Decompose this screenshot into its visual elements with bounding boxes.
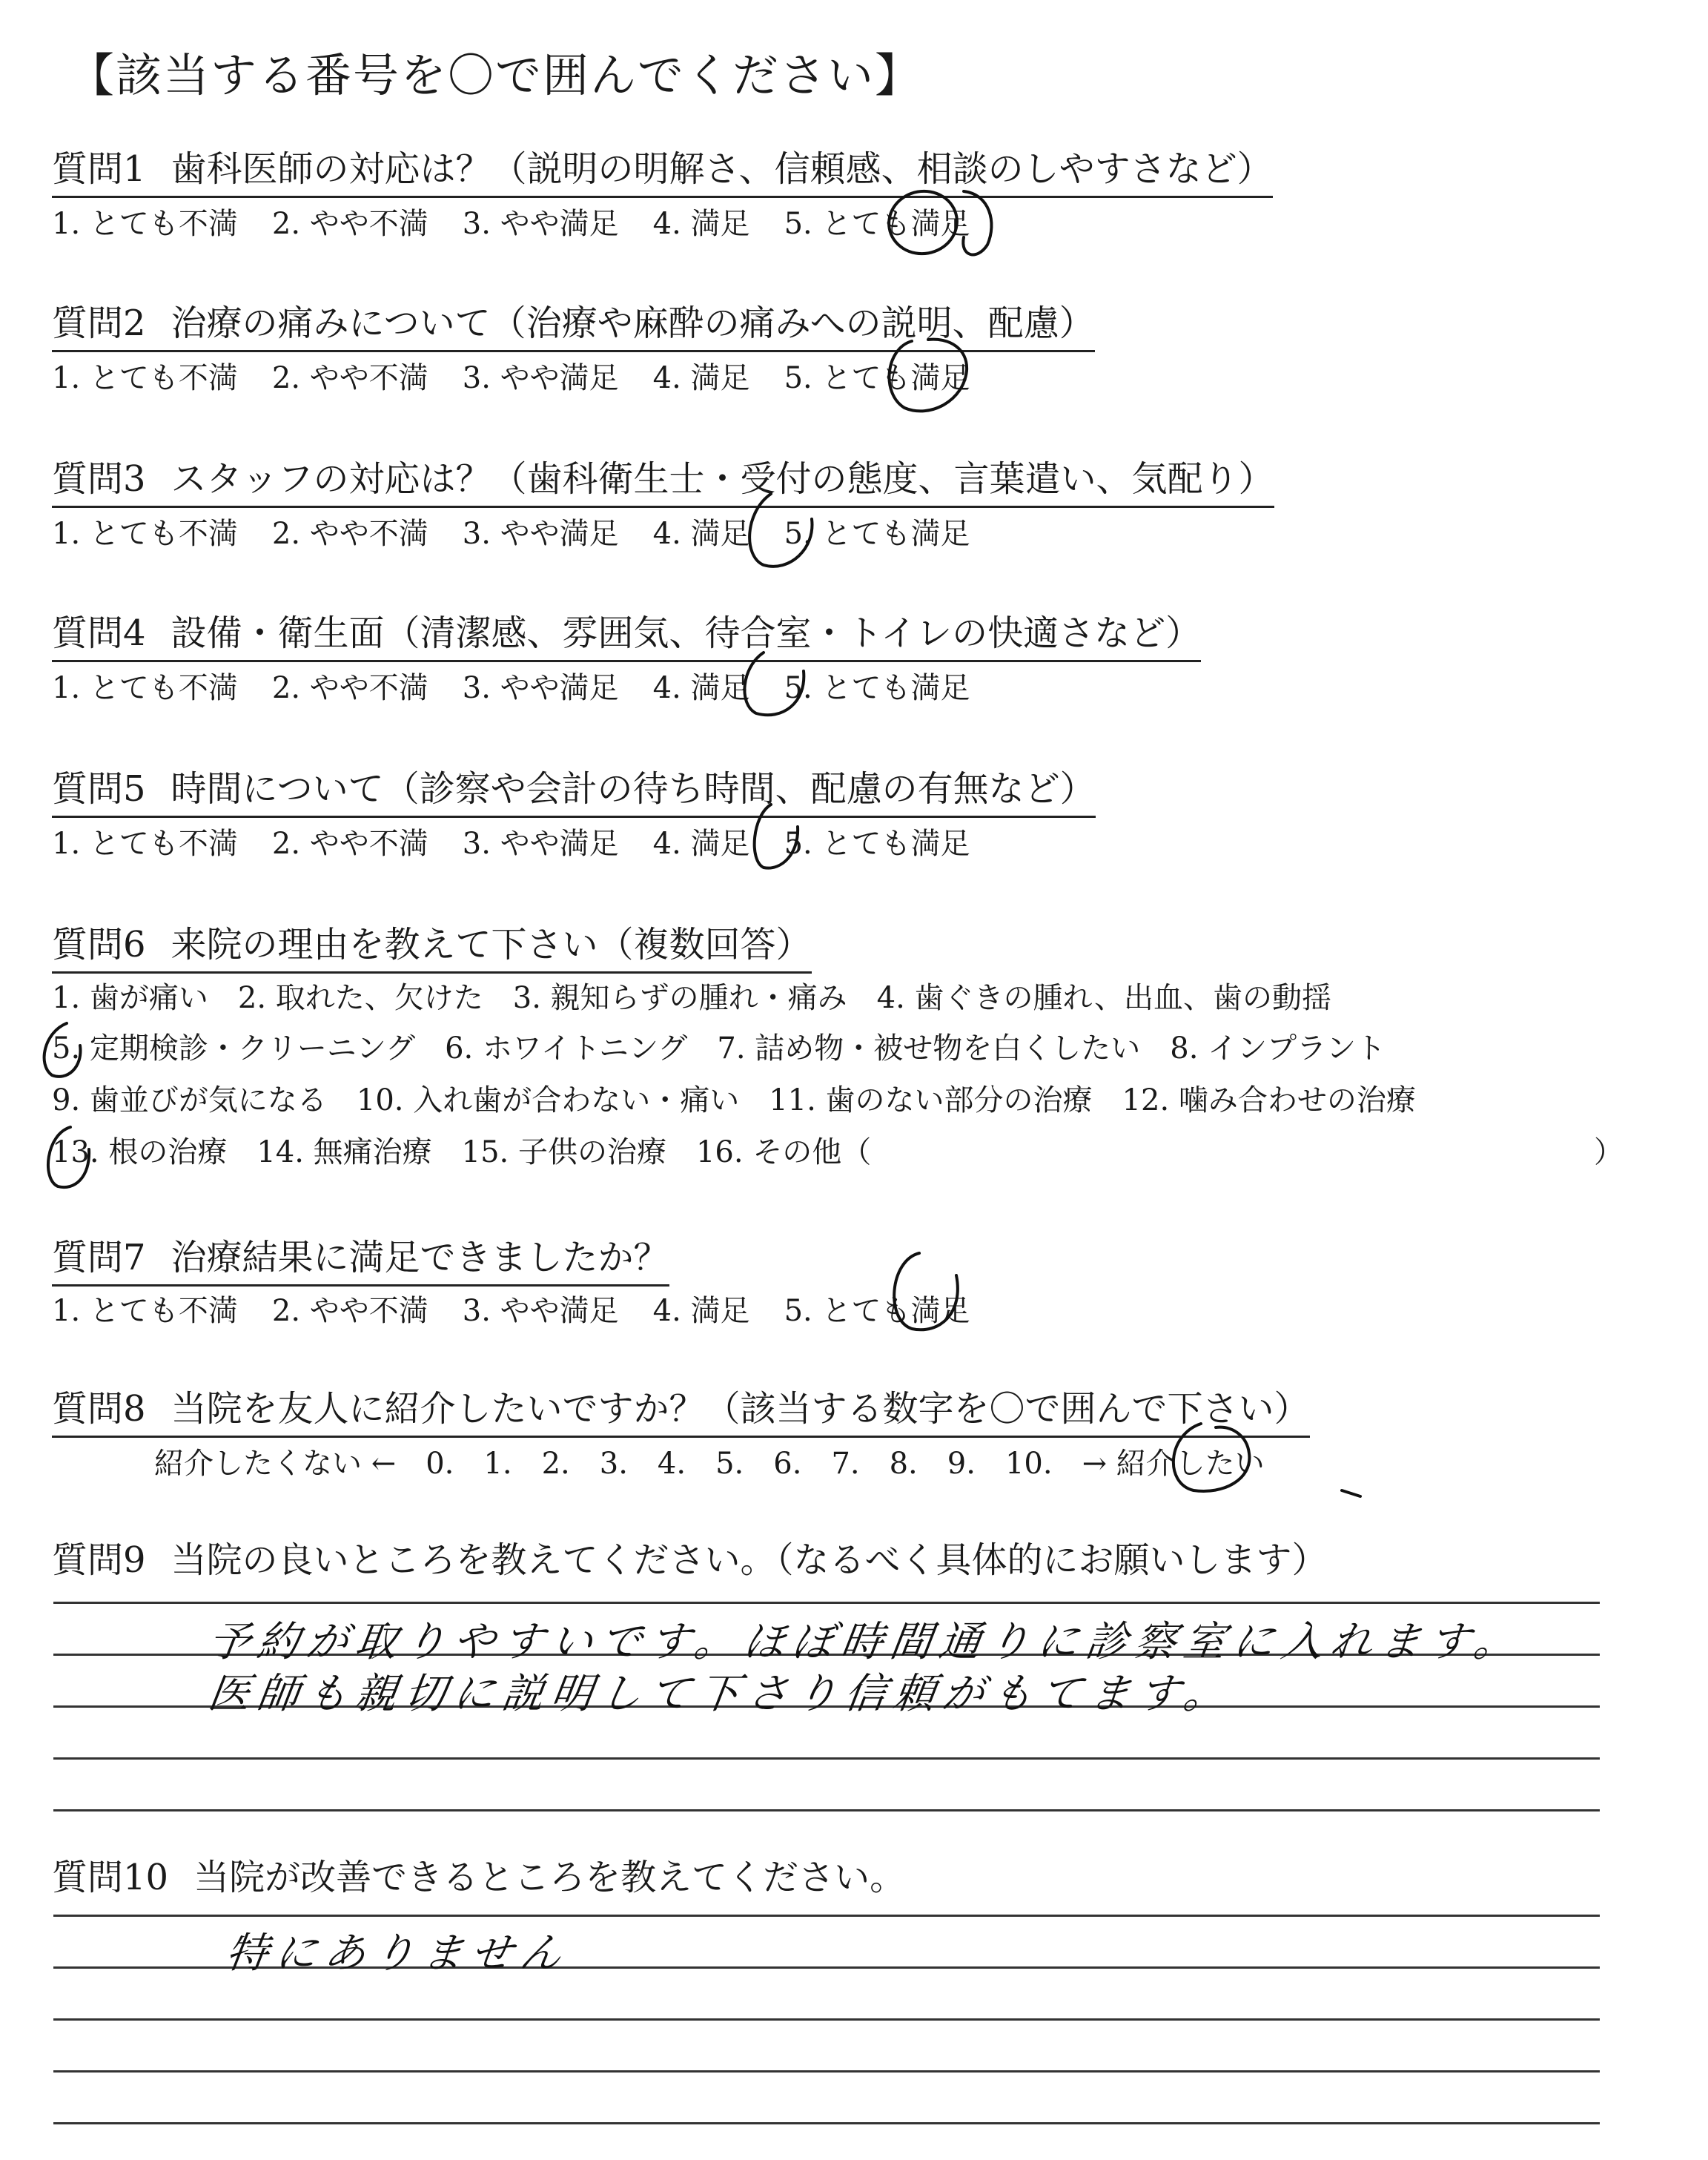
scale-10[interactable]: 10.	[1004, 1447, 1053, 1481]
option-1[interactable]: 1. とても不満	[52, 207, 238, 241]
question-6	[52, 921, 812, 974]
q7-options	[52, 1290, 1004, 1332]
question-9	[52, 1536, 1328, 1584]
q6-row-2	[52, 1028, 1415, 1069]
reason-option[interactable]: 4. 歯ぐきの腫れ、出血、歯の動揺	[876, 981, 1331, 1015]
reason-option[interactable]: 12. 噛み合わせの治療	[1122, 1083, 1416, 1117]
q10-answer-line-1[interactable]: 特にありません	[222, 1929, 572, 1978]
scale-9[interactable]: 9.	[947, 1447, 976, 1481]
option-2[interactable]: 2. やや不満	[271, 671, 428, 705]
reason-option[interactable]: 6. ホワイトニング	[445, 1031, 688, 1066]
q8-scale	[154, 1443, 1294, 1484]
q2-options	[52, 357, 1004, 399]
scale-0[interactable]: 0.	[426, 1447, 454, 1481]
question-number: 質問1	[52, 148, 146, 190]
option-5[interactable]: 5. とても満足	[784, 827, 970, 861]
answer-line	[53, 2018, 1600, 2021]
scale-1[interactable]: 1.	[483, 1447, 512, 1481]
question-text: 時間について（診察や会計の待ち時間、配慮の有無など）	[171, 768, 1096, 810]
question-10	[52, 1854, 905, 1901]
question-number: 質問2	[52, 303, 146, 344]
option-3[interactable]: 3. やや満足	[462, 361, 619, 395]
reason-option[interactable]: 13. 根の治療	[52, 1135, 228, 1169]
option-1[interactable]: 1. とても不満	[52, 361, 238, 395]
question-number: 質問6	[52, 924, 146, 965]
option-4[interactable]: 4. 満足	[652, 361, 750, 395]
q9-answer-line-2[interactable]: 医師も親切に説明して下さり信頼がもてます。	[205, 1670, 1237, 1718]
question-text: 設備・衛生面（清潔感、雰囲気、待合室・トイレの快適さなど）	[171, 612, 1202, 654]
option-5[interactable]: 5. とても満足	[784, 361, 970, 395]
reason-option[interactable]: 1. 歯が痛い	[52, 981, 208, 1015]
option-1[interactable]: 1. とても不満	[52, 671, 238, 705]
answer-line	[53, 1915, 1600, 1917]
scale-7[interactable]: 7.	[831, 1447, 860, 1481]
question-3	[52, 455, 1274, 508]
option-2[interactable]: 2. やや不満	[271, 517, 428, 551]
question-number: 質問8	[52, 1388, 146, 1430]
reason-option[interactable]: 2. 取れた、欠けた	[237, 981, 483, 1015]
scale-4[interactable]: 4.	[657, 1447, 686, 1481]
q1-options	[52, 203, 1004, 245]
option-3[interactable]: 3. やや満足	[462, 827, 619, 861]
question-number: 質問4	[52, 612, 146, 654]
q3-options	[52, 513, 1004, 555]
option-3[interactable]: 3. やや満足	[462, 1294, 619, 1328]
reason-option[interactable]: 3. 親知らずの腫れ・痛み	[512, 981, 847, 1015]
question-text: 当院が改善できるところを教えてください。	[193, 1857, 906, 1898]
q6-row-4	[52, 1132, 901, 1173]
scale-6[interactable]: 6.	[773, 1447, 802, 1481]
question-number: 質問3	[52, 458, 146, 500]
q6-row-1	[52, 977, 1361, 1019]
question-number: 質問7	[52, 1237, 146, 1278]
reason-option[interactable]: 11. 歯のない部分の治療	[769, 1083, 1093, 1117]
reason-option[interactable]: 9. 歯並びが気になる	[52, 1083, 327, 1117]
question-number: 質問5	[52, 768, 146, 810]
option-2[interactable]: 2. やや不満	[271, 827, 428, 861]
other-close-paren: ）	[1594, 1135, 1623, 1169]
answer-line	[53, 2122, 1600, 2124]
form-title: 【該当する番号を〇で囲んでください】	[68, 48, 923, 102]
question-8	[52, 1385, 1310, 1438]
scale-3[interactable]: 3.	[599, 1447, 628, 1481]
answer-line	[53, 2070, 1600, 2073]
question-text: 歯科医師の対応は？（説明の明解さ、信頼感、相談のしやすさなど）	[171, 148, 1273, 190]
q4-options	[52, 667, 1004, 709]
option-3[interactable]: 3. やや満足	[462, 207, 619, 241]
answer-line	[53, 1757, 1600, 1760]
answer-line	[53, 1602, 1600, 1604]
question-text: 当院の良いところを教えてください。（なるべく具体的にお願いします）	[171, 1539, 1328, 1581]
question-text: 当院を友人に紹介したいですか？（該当する数字を〇で囲んで下さい）	[171, 1388, 1310, 1430]
question-5	[52, 765, 1096, 818]
option-1[interactable]: 1. とても不満	[52, 827, 238, 861]
question-7	[52, 1234, 669, 1287]
scale-2[interactable]: 2.	[541, 1447, 570, 1481]
q6-row-3	[52, 1080, 1446, 1121]
option-3[interactable]: 3. やや満足	[462, 671, 619, 705]
q9-answer-line-1[interactable]: 予約が取りやすいです。ほぼ時間通りに診察室に入れます。	[205, 1618, 1526, 1666]
question-text: スタッフの対応は？（歯科衛生士・受付の態度、言葉遣い、気配り）	[171, 458, 1274, 500]
question-text: 治療結果に満足できましたか？	[171, 1237, 669, 1278]
option-4[interactable]: 4. 満足	[652, 827, 750, 861]
option-5[interactable]: 5. とても満足	[784, 207, 970, 241]
question-number: 質問9	[52, 1539, 146, 1581]
option-4[interactable]: 4. 満足	[652, 517, 750, 551]
answer-line	[53, 1809, 1600, 1811]
reason-option[interactable]: 7. 詰め物・被せ物を白くしたい	[717, 1031, 1141, 1066]
option-5[interactable]: 5. とても満足	[784, 1294, 970, 1328]
reason-option-other[interactable]: 16. その他（	[695, 1135, 872, 1169]
option-1[interactable]: 1. とても不満	[52, 1294, 238, 1328]
option-4[interactable]: 4. 満足	[652, 671, 750, 705]
option-5[interactable]: 5. とても満足	[784, 671, 970, 705]
scale-5[interactable]: 5.	[715, 1447, 744, 1481]
question-1	[52, 145, 1273, 198]
option-4[interactable]: 4. 満足	[652, 207, 750, 241]
question-2	[52, 300, 1095, 352]
scale-right-label: → 紹介したい	[1082, 1447, 1265, 1481]
scale-8[interactable]: 8.	[889, 1447, 918, 1481]
scale-left-label: 紹介したくない ←	[154, 1447, 397, 1481]
question-4	[52, 610, 1201, 662]
question-text: 治療の痛みについて（治療や麻酔の痛みへの説明、配慮）	[171, 303, 1095, 344]
reason-option[interactable]: 8. インプラント	[1170, 1031, 1386, 1066]
reason-option[interactable]: 15. 子供の治療	[461, 1135, 666, 1169]
q5-options	[52, 823, 1004, 865]
option-2[interactable]: 2. やや不満	[271, 361, 428, 395]
option-1[interactable]: 1. とても不満	[52, 517, 238, 551]
option-2[interactable]: 2. やや不満	[271, 207, 428, 241]
pen-tick-q8	[1342, 1490, 1360, 1496]
option-2[interactable]: 2. やや不満	[271, 1294, 428, 1328]
reason-option[interactable]: 14. 無痛治療	[256, 1135, 432, 1169]
option-3[interactable]: 3. やや満足	[462, 517, 619, 551]
question-number: 質問10	[52, 1857, 169, 1898]
option-4[interactable]: 4. 満足	[652, 1294, 750, 1328]
reason-option[interactable]: 10. 入れ歯が合わない・痛い	[356, 1083, 740, 1117]
question-text: 来院の理由を教えて下さい（複数回答）	[171, 924, 812, 965]
reason-option[interactable]: 5. 定期検診・クリーニング	[52, 1031, 416, 1066]
option-5[interactable]: 5. とても満足	[784, 517, 970, 551]
